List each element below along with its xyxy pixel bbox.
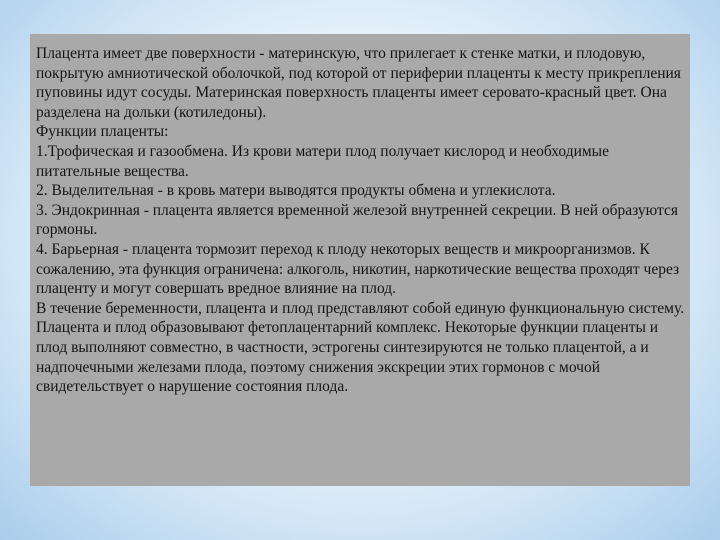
function-item-4: 4. Барьерная - плацента тормозит переход к плоду некоторых веществ и микроорганизмов. К сожалению, эта функция ограничена: алкоголь, никотин, наркотические вещества проходят через плаценту и могут совершать вредное влияние на плод. xyxy=(36,240,680,298)
function-item-3: 3. Эндокринная - плацента является временной железой внутренней секреции. В ней образуются гормоны. xyxy=(36,201,679,239)
body-text xyxy=(36,44,688,397)
function-item-2: 2. Выделительная - в кровь матери выводятся продукты обмена и углекислота. xyxy=(36,182,556,200)
conclusion-paragraph: В течение беременности, плацента и плод представляют собой единую функциональную систему. Плацента и плод образовывают фетоплацентарний комплекс. Некоторые функции плаценты и плод выполняют совместно, в частности, эстрогены синтезируются не только плацентой, а и надпочечными железами плода, поэтому снижения экскреции этих гормонов с мочой свидетельствует о нарушение состояния плода. xyxy=(36,299,685,396)
intro-paragraph: Плацента имеет две поверхности - материнскую, что прилегает к стенке матки, и плодовую, покрытую амниотической оболочкой, под которой от периферии плаценты к месту прикрепления пуповины идут сосуды. Материнская поверхность плаценты имеет серовато-красный цвет. Она разделена на дольки (котиледоны). xyxy=(36,45,681,121)
function-item-1: 1.Трофическая и газообмена. Из крови матери плод получает кислород и необходимые питательные вещества. xyxy=(36,142,609,180)
functions-heading: Функции плаценты: xyxy=(36,123,169,141)
